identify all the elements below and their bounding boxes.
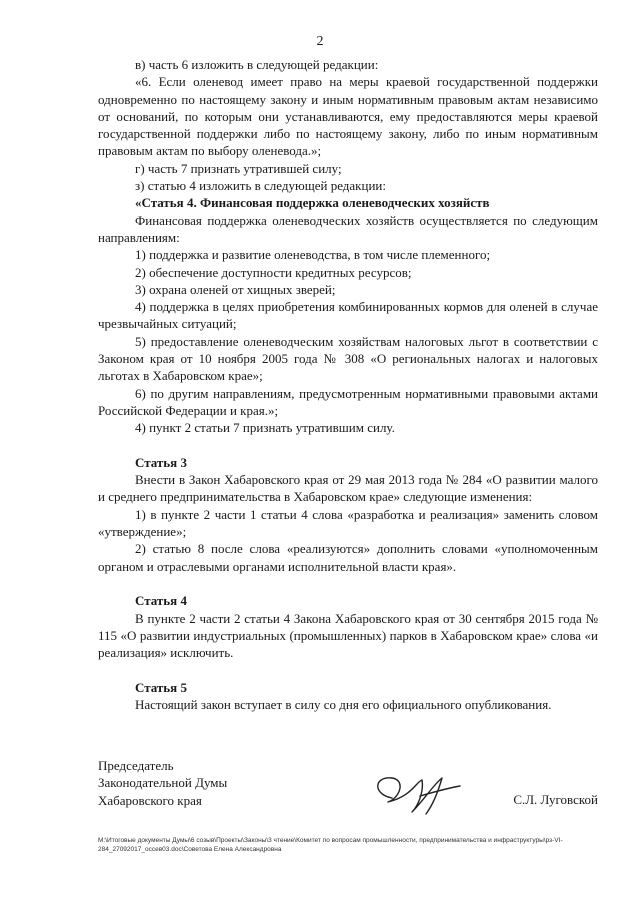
paragraph: г) часть 7 признать утратившей силу;	[135, 160, 342, 176]
signatory-line: Хабаровского края	[98, 792, 202, 808]
list-item: 1) в пункте 2 части 1 статьи 4 слова «разработка и реализация» заменить словом «утверждение»;	[98, 506, 598, 540]
list-item: 2) обеспечение доступности кредитных ресурсов;	[135, 264, 412, 280]
document-body	[98, 56, 598, 713]
paragraph: «6. Если оленевод имеет право на меры краевой государственной поддержки одновременно по настоящему закону и иным нормативным правовым актам независимо от оснований, по которым они устанавливаются, ему предоставляются меры краевой государственной поддержки либо по настоящему закону, либо по иным нормативным правовым актам по выбору оленевода.»;	[98, 74, 598, 159]
paragraph: В пункте 2 части 2 статьи 4 Закона Хабаровского края от 30 сентября 2015 года № 115 «О развитии индустриальных (промышленных) парков в Хабаровском крае» слова «и реализация» исключить.	[98, 610, 598, 661]
list-item: 5) предоставление оленеводческим хозяйствам налоговых льгот в соответствии с Законом края от 10 ноября 2005 года № 308 «О региональных налогах и налоговых льготах в Хабаровском крае»;	[98, 333, 598, 384]
article-4-heading: Статья 4	[135, 593, 187, 609]
handwritten-signature	[362, 762, 472, 822]
list-item: 1) поддержка и развитие оленеводства, в том числе племенного;	[135, 247, 491, 263]
article-3-heading: Статья 3	[135, 454, 187, 470]
article-5-heading: Статья 5	[135, 679, 187, 695]
file-path-footer: M:\Итоговые документы Думы\6 созыв\Проекты\Законы\3 чтение\Комитет по вопросам промышленности, предпринимательства и инфраструктуры\рз-VI-284_27092017_оссев03.doc\Советова Елена Александровна	[98, 837, 563, 853]
list-item: 6) по другим направлениям, предусмотренным нормативными правовыми актами Российской Федерации и края.»;	[98, 385, 598, 418]
list-item: 4) поддержка в целях приобретения комбинированных кормов для оленей в случае чрезвычайных ситуаций;	[98, 299, 598, 332]
list-item: 3) охрана оленей от хищных зверей;	[135, 281, 336, 297]
list-item: 2) статью 8 после слова «реализуются» дополнить словами «уполномоченным органом и отраслевыми органами исполнительной власти края».	[98, 541, 598, 574]
signatory-line: Председатель	[98, 758, 174, 773]
signatory-title	[98, 757, 227, 809]
paragraph: з) статью 4 изложить в следующей редакции:	[135, 178, 386, 194]
article-heading: «Статья 4. Финансовая поддержка оленеводческих хозяйств	[135, 195, 490, 211]
paragraph: Настоящий закон вступает в силу со дня его официального опубликования.	[135, 696, 552, 712]
signatory-name: С.Л. Луговской	[513, 792, 598, 807]
paragraph: Финансовая поддержка оленеводческих хозяйств осуществляется по следующим направлениям:	[98, 212, 598, 245]
signatory-line: Законодательной Думы	[98, 775, 228, 791]
paragraph: в) часть 6 изложить в следующей редакции:	[135, 57, 379, 72]
paragraph: 4) пункт 2 статьи 7 признать утратившим силу.	[135, 420, 395, 436]
paragraph: Внести в Закон Хабаровского края от 29 мая 2013 года № 284 «О развитии малого и среднего предпринимательства в Хабаровском крае» следующие изменения:	[98, 472, 598, 505]
page-number: 2	[316, 34, 324, 49]
